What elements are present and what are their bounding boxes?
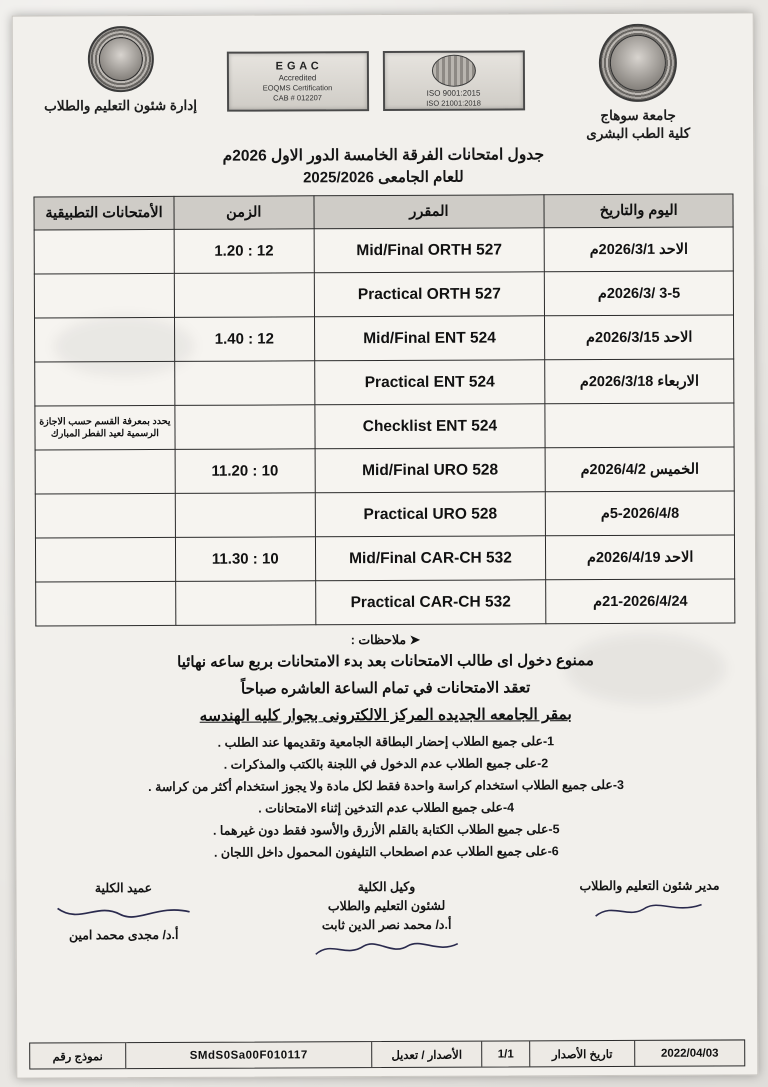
footer-issue-date: 2022/04/03 <box>634 1040 744 1065</box>
cell-course: Practical ENT 524 <box>314 360 545 405</box>
table-row <box>35 359 734 406</box>
cell-course: Practical CAR-CH 532 <box>315 580 546 625</box>
table-row <box>35 403 734 450</box>
table-row <box>35 447 734 494</box>
cell-practical <box>36 582 176 627</box>
document-footer <box>29 1039 745 1069</box>
egac-badge <box>226 51 368 112</box>
exam-schedule-table <box>33 194 735 627</box>
egac-line-1: E G A C <box>275 60 320 73</box>
handwritten-signature <box>312 938 462 965</box>
signature-subtitle: لشئون التعليم والطلاب <box>327 898 446 914</box>
cell-course: Mid/Final CAR-CH 532 <box>315 536 546 581</box>
cell-date: الاحد 2026/3/15م <box>545 315 734 360</box>
cell-time: 12 : 1.40 <box>174 317 314 362</box>
cell-practical <box>34 230 174 275</box>
rule-item: 1-على جميع الطلاب إحضار البطاقة الجامعية وتقديمها عند الطلب . <box>217 734 555 751</box>
cell-date: 3-5 /2026/3م <box>545 271 734 316</box>
cell-date: 5-2026/4/8م <box>546 491 735 536</box>
cell-date: الاربعاء 2026/3/18م <box>545 359 734 404</box>
table-row <box>35 315 734 362</box>
cell-practical <box>35 318 175 363</box>
university-logo-icon <box>599 24 677 102</box>
cell-practical <box>35 362 175 407</box>
cell-date: 21-2026/4/24م <box>546 579 735 624</box>
table-row <box>36 579 735 626</box>
title-line-2: للعام الجامعى 2025/2026 <box>303 169 464 187</box>
document-header <box>33 23 734 144</box>
cell-date: الخميس 2026/4/2م <box>545 447 734 492</box>
cell-time <box>175 581 315 626</box>
notes-section <box>35 631 736 866</box>
egac-line-4: CAB # 012207 <box>273 93 322 103</box>
document-title <box>33 143 733 190</box>
cell-time <box>175 405 315 450</box>
university-identity <box>543 23 734 143</box>
cell-course: Mid/Final ENT 524 <box>314 316 545 361</box>
signature-education-director <box>574 876 724 924</box>
column-header-practical: الأمتحانات التطبيقية <box>34 197 174 231</box>
cell-course: Mid/Final ORTH 527 <box>314 228 545 273</box>
cell-time: 10 : 11.20 <box>175 449 315 494</box>
signature-dean <box>48 879 198 946</box>
cell-practical <box>35 494 175 539</box>
notes-heading: ملاحظات : <box>350 633 407 648</box>
rules-list <box>36 731 737 865</box>
cell-course: Practical URO 528 <box>315 492 546 537</box>
footer-issue-date-label: تاريخ الأصدار <box>529 1041 634 1066</box>
table-row <box>34 227 733 274</box>
footer-version: 1/1 <box>481 1041 529 1066</box>
cell-practical: يحدد بمعرفة القسم حسب الاجازة الرسمية لعيد الفطر المبارك <box>35 406 175 451</box>
rule-item: 2-على جميع الطلاب عدم الدخول في اللجنة بالكتب والمذكرات . <box>223 756 549 773</box>
administration-name: إدارة شئون التعليم والطلاب <box>44 97 198 114</box>
footer-form-code-label: نموذج رقم <box>52 1050 103 1063</box>
iso-line-1: ISO 9001:2015 <box>426 88 481 98</box>
rule-item: 5-على جميع الطلاب الكتابة بالقلم الأزرق والأسود فقط دون غيرهما . <box>212 822 560 838</box>
table-header-row <box>34 194 733 230</box>
footer-version-label: الأصدار / تعديل <box>371 1042 481 1067</box>
handwritten-signature <box>575 898 725 925</box>
column-header-time: الزمن <box>174 196 314 230</box>
cell-practical <box>35 450 175 495</box>
cell-time: 10 : 11.30 <box>175 537 315 582</box>
cell-course: Practical ORTH 527 <box>314 272 545 317</box>
cell-time <box>174 273 314 318</box>
rule-item: 3-على جميع الطلاب استخدام كراسة واحدة فقط لكل مادة ولا يجوز استخدام أكثر من كراسة . <box>148 778 624 795</box>
cell-time <box>175 493 315 538</box>
iso-badge <box>382 50 524 111</box>
notes-arrow-icon: ➤ <box>409 633 421 648</box>
cell-time <box>175 361 315 406</box>
faculty-name: كلية الطب البشرى <box>586 125 691 142</box>
university-name: جامعة سوهاج <box>600 107 676 124</box>
cell-date: الاحد 2026/4/19م <box>546 535 735 580</box>
administration-logo-icon <box>87 26 153 92</box>
cell-practical <box>34 274 174 319</box>
signature-title: عميد الكلية <box>94 880 153 895</box>
cell-course: Mid/Final URO 528 <box>315 448 546 493</box>
footer-form-code: SMdS0Sa00F010117 <box>125 1042 371 1068</box>
cell-date <box>545 403 734 448</box>
note-line-3: بمقر الجامعه الجديده المركز الالكترونى بجوار كليه الهندسه <box>199 706 572 726</box>
administration-identity <box>33 26 208 116</box>
handwritten-signature <box>49 900 199 927</box>
table-row <box>34 271 733 318</box>
signature-name: أ.د/ محمد نصر الدين ثابت <box>321 918 452 933</box>
cell-time: 12 : 1.20 <box>174 229 314 274</box>
rule-item: 4-على جميع الطلاب عدم التدخين إثناء الامتحانات . <box>258 800 515 816</box>
signature-name: أ.د/ مجدى محمد امين <box>68 927 179 943</box>
signature-title: وكيل الكلية <box>357 879 416 894</box>
note-line-1: ممنوع دخول اى طالب الامتحانات بعد بدء الامتحانات بربع ساعه نهائيا <box>177 652 594 672</box>
signature-block <box>36 876 736 965</box>
accreditation-badges <box>208 24 543 111</box>
note-line-2: تعقد الامتحانات في تمام الساعة العاشره صباحاً <box>240 679 531 698</box>
cell-date: الاحد 2026/3/1م <box>544 227 733 272</box>
paper-sheet <box>12 12 759 1078</box>
globe-icon <box>431 54 475 86</box>
cell-course: Checklist ENT 524 <box>315 404 546 449</box>
column-header-date: اليوم والتاريخ <box>544 194 733 228</box>
rule-item: 6-على جميع الطلاب عدم اصطحاب التليفون المحمول داخل اللجان . <box>213 844 559 860</box>
table-row <box>35 535 734 582</box>
signature-title: مدير شئون التعليم والطلاب <box>579 878 720 893</box>
egac-line-3: EOQMS Certification <box>262 83 333 93</box>
cell-practical <box>35 538 175 583</box>
column-header-course: المقرر <box>314 195 545 229</box>
title-line-1: جدول امتحانات الفرقة الخامسة الدور الاول 2026م <box>222 146 545 165</box>
signature-vice-dean <box>311 877 461 964</box>
table-row <box>35 491 734 538</box>
iso-line-2: ISO 21001:2018 <box>426 98 481 108</box>
egac-line-2: Accredited <box>278 73 317 83</box>
